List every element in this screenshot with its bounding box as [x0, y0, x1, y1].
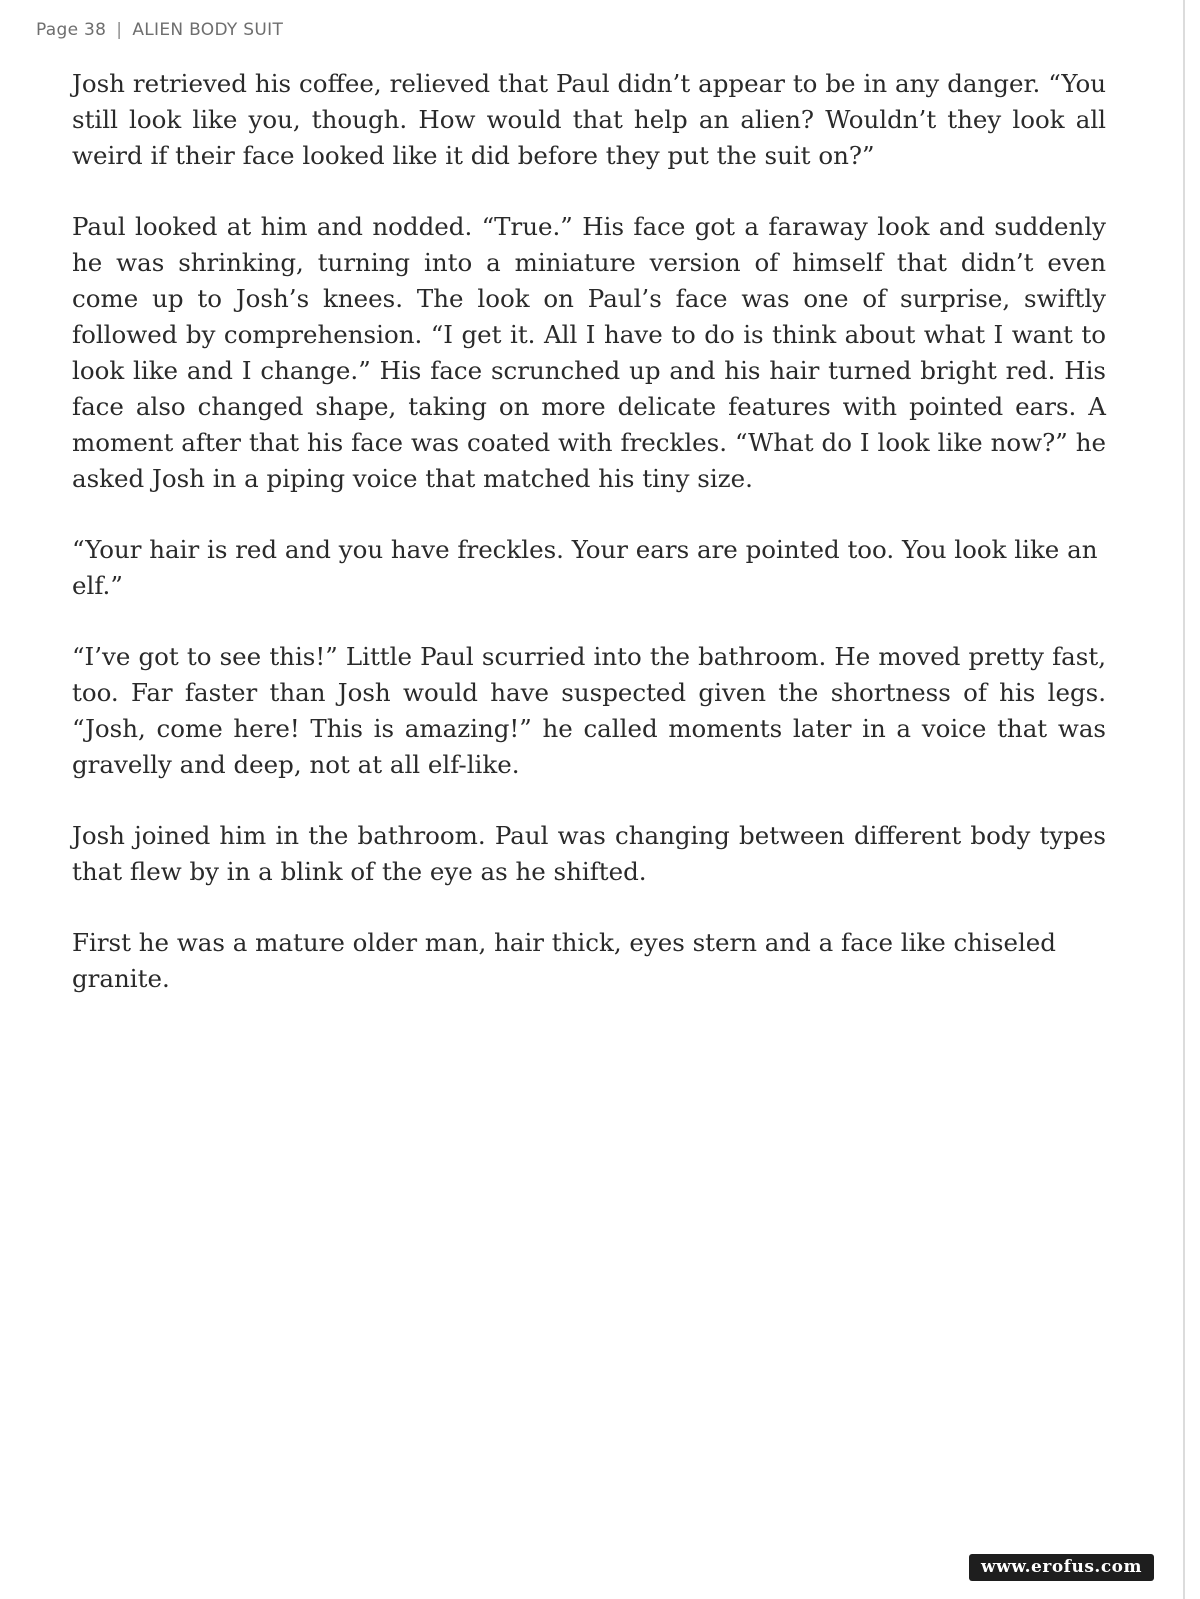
paragraph: Paul looked at him and nodded. “True.” His face got a faraway look and suddenly he was shrinking, turning into a miniature version of himself that didn’t even come up to Josh’s knees. The look on Paul’s face was one of surprise, swiftly followed by comprehension. “I get it. All I have to do is think about what I want to look like and I change.” His face scrunched up and his hair turned bright red. His face also changed shape, taking on more delicate features with pointed ears. A moment after that his face was coated with freckles. “What do I look like now?” he asked Josh in a piping voice that matched his tiny size. — [72, 212, 1106, 493]
header-separator: | — [116, 20, 123, 40]
page-number: Page 38 — [36, 20, 107, 40]
book-title: ALIEN BODY SUIT — [132, 20, 284, 40]
paragraph: First he was a mature older man, hair thick, eyes stern and a face like chiseled granite. — [72, 928, 1056, 993]
paragraph: “Your hair is red and you have freckles. Your ears are pointed too. You look like an elf.” — [72, 535, 1098, 600]
page-body — [72, 66, 1106, 1032]
running-header — [36, 20, 283, 40]
watermark: www.erofus.com — [969, 1554, 1154, 1581]
paragraph: Josh retrieved his coffee, relieved that Paul didn’t appear to be in any danger. “You still look like you, though. How would that help an alien? Wouldn’t they look all weird if their face looked like it did before they put the suit on?” — [72, 69, 1106, 170]
paragraph: Josh joined him in the bathroom. Paul was changing between different body types that flew by in a blink of the eye as he shifted. — [72, 821, 1106, 886]
paragraph: “I’ve got to see this!” Little Paul scurried into the bathroom. He moved pretty fast, too. Far faster than Josh would have suspected given the shortness of his legs. “Josh, come here! This is amazing!” he called moments later in a voice that was gravelly and deep, not at all elf-like. — [72, 642, 1106, 779]
